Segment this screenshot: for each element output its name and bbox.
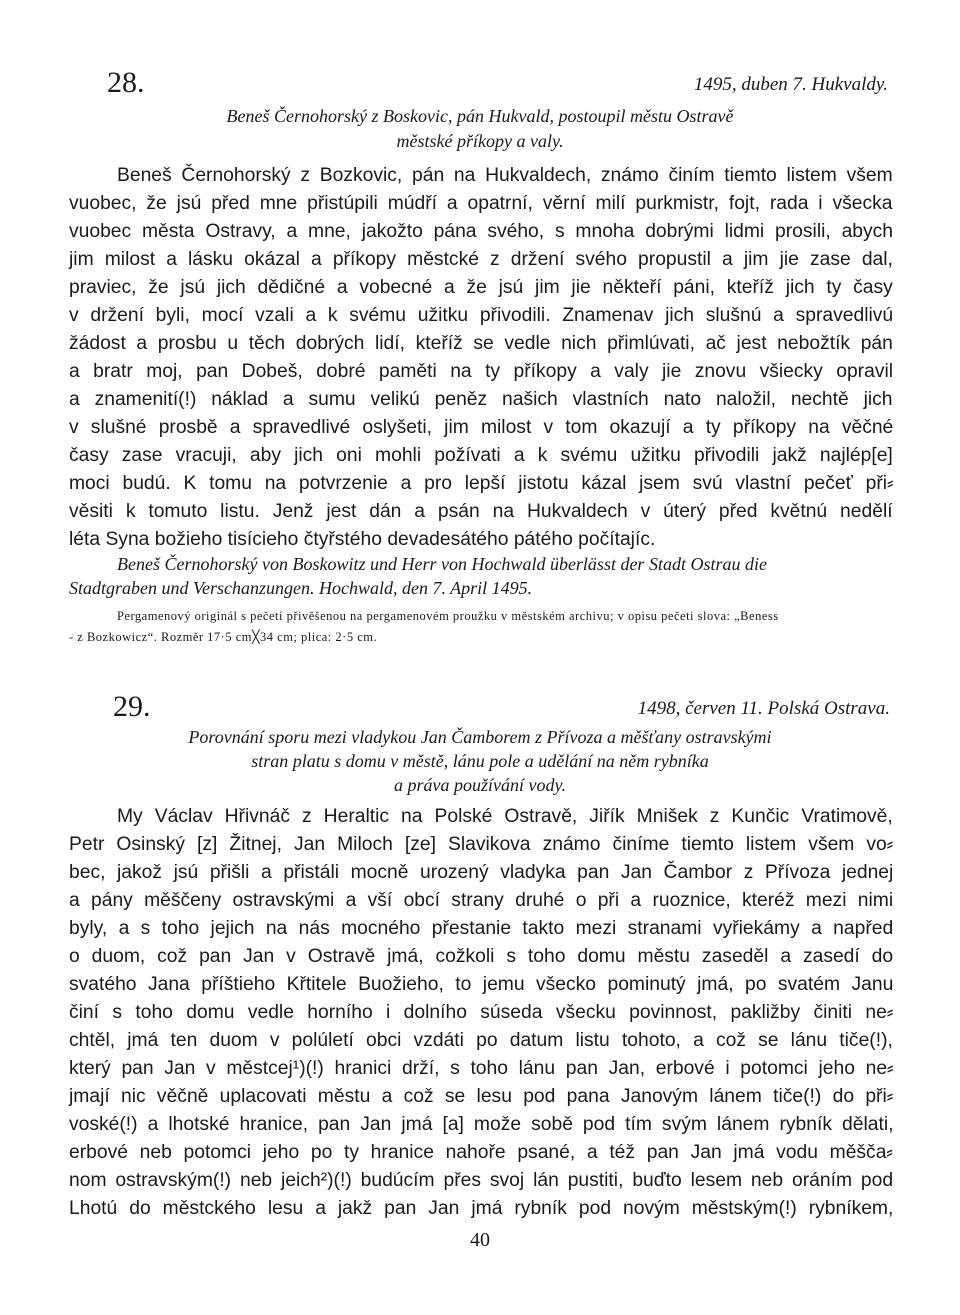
doc29-body-line: nom ostravským(!) neb jeich²)(!) budúcím přes svoj lán pustiti, buďto lesem neb oráním pod [69, 1170, 894, 1191]
doc28-german-summary-line: Beneš Černohorský von Boskowitz und Herr von Hochwald überlässt der Stadt Ostrau die [117, 554, 767, 574]
doc28-body-line: vuobec města Ostravy, a mne, jakožto pána svého, s mnoha dobrými lidmi prosili, abych [69, 221, 894, 242]
doc28-body-line: Beneš Černohorský z Bozkovic, pán na Hukvaldech, známo činím tiemto listem všem [117, 165, 893, 186]
doc29-body-line: Lhotú do městckého lesu a jakž pan Jan jmá rybník pod novým městským(!) rybníkem, [69, 1198, 894, 1219]
doc28-body-line: a bratr moj, pan Dobeš, dobré paměti na ty příkopy a valy jie znovu všiecky opravil [69, 361, 894, 382]
doc29-title-line-1: Porovnání sporu mezi vladykou Jan Čamborem z Přívoza a měšťany ostravskými [188, 727, 772, 747]
doc29-body-line: jmají nic věčně uplacovati městu a což se lesu pod pana Janovým lánem tiče(!) do při⸗ [69, 1086, 894, 1107]
doc28-body-line: vuobec, že jsú před mne přistúpili múdří a opatrní, věrní milí purkmistr, fojt, rada i všecka [69, 193, 893, 214]
doc29-title-line-2: stran platu s domu v městě, lánu pole a udělání na něm rybníka [251, 751, 709, 771]
doc28-number: 28. [107, 66, 145, 99]
page-number: 40 [470, 1229, 490, 1251]
doc28-body-line: v držení byli, mocí vzali a k svému užitku přivodili. Znamenav jich slušnú a spravedlivú [69, 305, 894, 326]
doc28-body-line: praviec, že jsú jich dědičné a vobecné a že jsú jim jie někteří páni, kteříž jich ty časy [69, 277, 893, 298]
doc28-body-line: v slušné prosbě a spravedlivé oslyšeti, jim milost v tom okazují a ty příkopy na věčné [69, 417, 894, 438]
doc28-date: 1495, duben 7. Hukvaldy. [693, 74, 888, 95]
doc28-archival-note-line: Pergamenový originál s pečetí přivěšenou na pergamenovém proužku v městském archivu; v opisu pečeti slova: „Beness [117, 609, 779, 623]
doc28-body-line: žádost a prosbu u těch dobrých lidí, kteříž se vedle nich přimlúvati, ač jest nebožtík pán [69, 333, 893, 354]
doc28-title-line-1: Beneš Černohorský z Boskovic, pán Hukvald, postoupil městu Ostravě [226, 106, 734, 126]
doc29-body-line: voské(!) a lhotské hranice, pan Jan jmá [a] može sobě pod tím svým lánem rybník dělati, [69, 1114, 894, 1135]
doc28-body-line: léta Syna božieho tisícieho čtyřstého devadesátého pátého počítajíc. [69, 529, 656, 550]
doc28-body-line: věsiti k tomuto listu. Jenž jest dán a psán na Hukvaldech v úterý před květnú nedělí [69, 501, 893, 522]
doc28-body-line: a znamenití(!) náklad a sumu velikú peněz našich vlastních nato naložil, nechtě jich [69, 389, 893, 410]
doc29-body-line: činí s toho domu vedle horního i dolního súseda všecku povinnost, pakližby činiti ne⸗ [69, 1002, 894, 1023]
doc28-archival-note-line: - z Bozkowicz“. Rozměr 17·5 cm╳34 cm; plica: 2·5 cm. [69, 630, 378, 644]
doc29-body-line: o duom, což pan Jan v Ostravě jmá, cožkoli s toho domu městu zaseděl a zasedí do [69, 946, 894, 967]
doc28-body-line: moci budú. K tomu na potvrzenie a pro lepší jistotu kázal jsem svú vlastní pečeť při⸗ [69, 473, 894, 494]
doc29-date: 1498, červen 11. Polská Ostrava. [637, 698, 890, 719]
doc29-title-line-3: a práva používání vody. [394, 775, 566, 795]
doc29-body-line: a pány měščeny ostravskými a vší obcí strany druhé o při a ruoznice, kteréž mezi nimi [69, 890, 894, 911]
doc29-body-line: který pan Jan v městcej¹)(!) hranici drží, s toho lánu pan Jan, erbové i potomci jeho ne⸗ [69, 1058, 894, 1079]
doc29-body-line: chtěl, jmá ten duom v polúletí obci vzdáti po datum listu tohoto, a což se lánu tiče(!), [69, 1030, 893, 1051]
doc29-body-line: erbové neb potomci jeho po ty hranice nahoře psané, a též pan Jan jmá vodu měšča⸗ [69, 1142, 893, 1163]
doc29-body-line: My Václav Hřivnáč z Heraltic na Polské Ostravě, Jiřík Mnišek z Kunčic Vratimově, [117, 806, 893, 827]
doc28-title-line-2: městské příkopy a valy. [396, 131, 564, 151]
doc29-body-line: byly, a s toho jejich na nás mocného přestanie takto mezi stranami vyřiekámy a napřed [69, 918, 894, 939]
doc28-body-line: jim milost a lásku okázal a příkopy městcké z držení svého propustil a jim jie zase dal, [69, 249, 893, 270]
doc29-body-line: Petr Osinský [z] Žitnej, Jan Miloch [ze] Slavikova známo činíme tiemto listem všem vo⸗ [69, 834, 894, 855]
doc29-body-line: svatého Jana příštieho Křtitele Buožieho, to jemu všecko pominutý jmá, po svatém Janu [69, 974, 894, 995]
doc28-body-line: časy zase vracuji, aby jich oni mohli požívati a k svému užitku přivodili jakž najlép[e] [69, 445, 893, 466]
doc29-body-line: bec, jakož jsú přišli a přistáli mocně urozený vladyka pan Jan Čambor z Přívoza jednej [69, 862, 894, 883]
doc29-number: 29. [113, 690, 151, 723]
doc28-german-summary-line: Stadtgraben und Verschanzungen. Hochwald, den 7. April 1495. [69, 578, 533, 598]
